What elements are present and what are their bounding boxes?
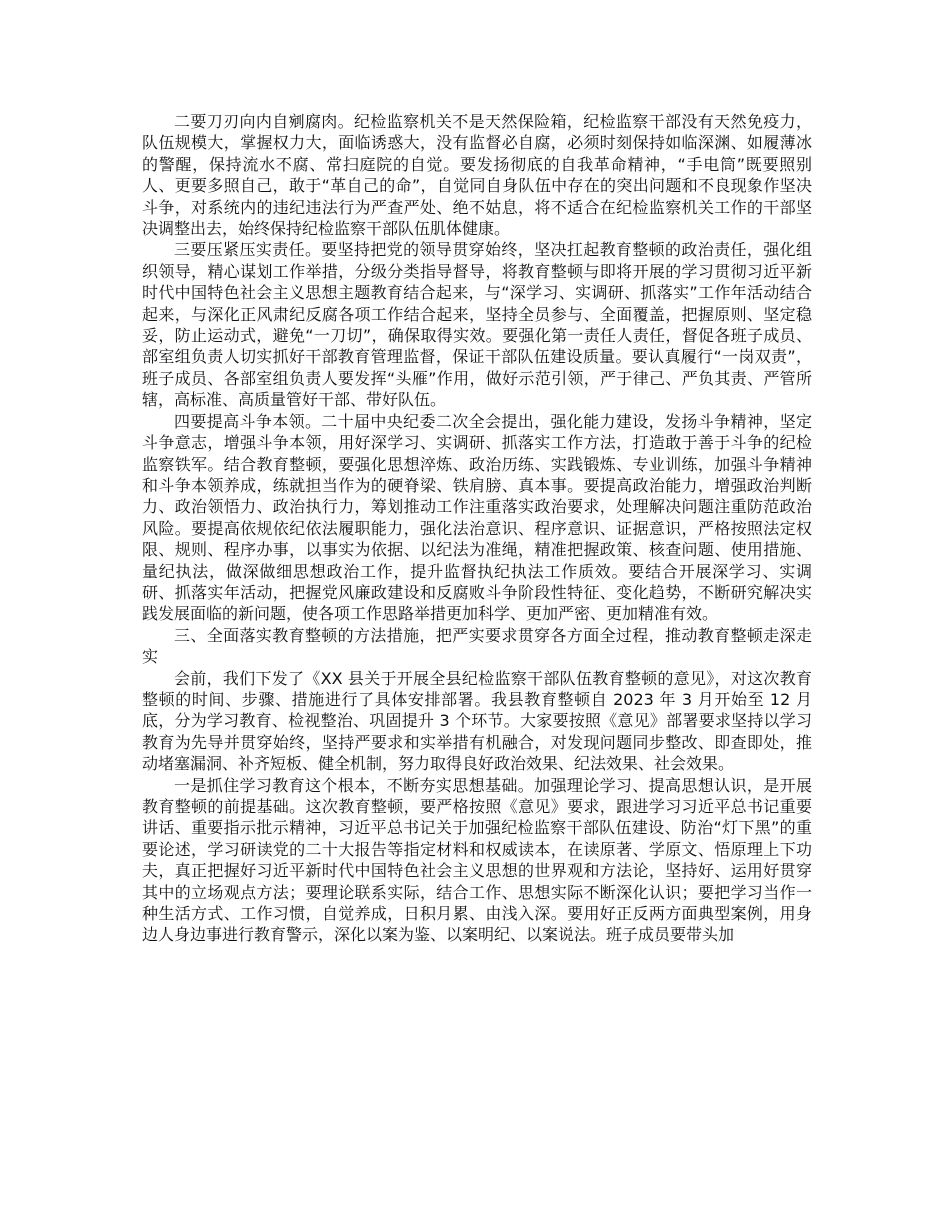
document-page: [142, 111, 812, 946]
paragraph-study-education: 一是抓住学习教育这个根本，不断夯实思想基础。加强理论学习、提高思想认识，是开展教育整顿的前提基础。这次教育整顿，要严格按照《意见》要求，跟进学习习近平总书记重要讲话、重要指示批示精神，习近平总书记关于加强纪检监察干部队伍建设、防治“灯下黑”的重要论述，学习研读党的二十大报告等指定材料和权威读本，在读原著、学原文、悟原理上下功夫，真正把握好习近平新时代中国特色社会主义思想的世界观和方法论，坚持好、运用好贯穿其中的立场观点方法；要理论联系实际，结合工作、思想实际不断深化认识；要把学习当作一种生活方式、工作习惯，自觉养成，日积月累、由浅入深。要用好正反两方面典型案例，用身边人身边事进行教育警示，深化以案为鉴、以案明纪、以案说法。班子成员要带头加: [142, 775, 812, 945]
paragraph-responsibility: 三要压紧压实责任。要坚持把党的领导贯穿始终，坚决扛起教育整顿的政治责任，强化组织领导，精心谋划工作举措，分级分类指导督导，将教育整顿与即将开展的学习贯彻习近平新时代中国特色社会主义思想主题教育结合起来，与“深学习、实调研、抓落实”工作年活动结合起来，与深化正风肃纪反腐各项工作结合起来，坚持全员参与、全面覆盖，把握原则、坚定稳妥，防止运动式，避免“一刀切”，确保取得实效。要强化第一责任人责任，督促各班子成员、部室组负责人切实抓好干部教育管理监督，保证干部队伍建设质量。要认真履行“一岗双责”，班子成员、各部室组负责人要发挥“头雁”作用，做好示范引领，严于律己、严负其责、严管所辖，高标准、高质量管好干部、带好队伍。: [142, 240, 812, 410]
paragraph-struggle-skills: 四要提高斗争本领。二十届中央纪委二次全会提出，强化能力建设，发扬斗争精神，坚定斗争意志，增强斗争本领，用好深学习、实调研、抓落实工作方法，打造敢于善于斗争的纪检监察铁军。结合教育整顿，要强化思想淬炼、政治历练、实践锻炼、专业训练，加强斗争精神和斗争本领养成，练就担当作为的硬脊梁、铁肩膀、真本事。要提高政治能力，增强政治判断力、政治领悟力、政治执行力，筹划推动工作注重落实政治要求，处理解决问题注重防范政治风险。要提高依规依纪依法履职能力，强化法治意识、程序意识、证据意识，严格按照法定权限、规则、程序办事，以事实为依据、以纪法为准绳，精准把握政策、核查问题、使用措施、量纪执法，做深做细思想政治工作，提升监督执纪执法工作质效。要结合开展深学习、实调研、抓落实年活动，把握党风廉政建设和反腐败斗争阶段性特征、变化趋势，不断研究解决实践发展面临的新问题，使各项工作思路举措更加科学、更加严密、更加精准有效。: [142, 411, 812, 624]
section-heading-three: 三、全面落实教育整顿的方法措施，把严实要求贯穿各方面全过程，推动教育整顿走深走实: [142, 625, 812, 667]
paragraph-knife-inward: 二要刀刃向内自剜腐肉。纪检监察机关不是天然保险箱，纪检监察干部没有天然免疫力，队伍规模大，掌握权力大，面临诱惑大，没有监督必自腐，必须时刻保持如临深渊、如履薄冰的警醒，保持流水不腐、常扫庭院的自觉。要发扬彻底的自我革命精神，“手电筒”既要照别人、更要多照自己，敢于“革自己的命”，自觉同自身队伍中存在的突出问题和不良现象作坚决斗争，对系统内的违纪违法行为严查严处、绝不姑息，将不适合在纪检监察机关工作的干部坚决调整出去，始终保持纪检监察干部队伍肌体健康。: [142, 112, 812, 239]
paragraph-meeting-opinion: 会前，我们下发了《XX 县关于开展全县纪检监察干部队伍教育整顿的意见》，对这次教育整顿的时间、步骤、措施进行了具体安排部署。我县教育整顿自 2023 年 3 月开始至 12 月底，分为学习教育、检视整治、巩固提升 3 个环节。大家要按照《意见》部署要求坚持以学习教育为先导并贯穿始终，坚持严要求和实举措有机融合，对发现问题同步整改、即查即处，推动堵塞漏洞、补齐短板、健全机制，努力取得良好政治效果、纪法效果、社会效果。: [142, 668, 812, 774]
